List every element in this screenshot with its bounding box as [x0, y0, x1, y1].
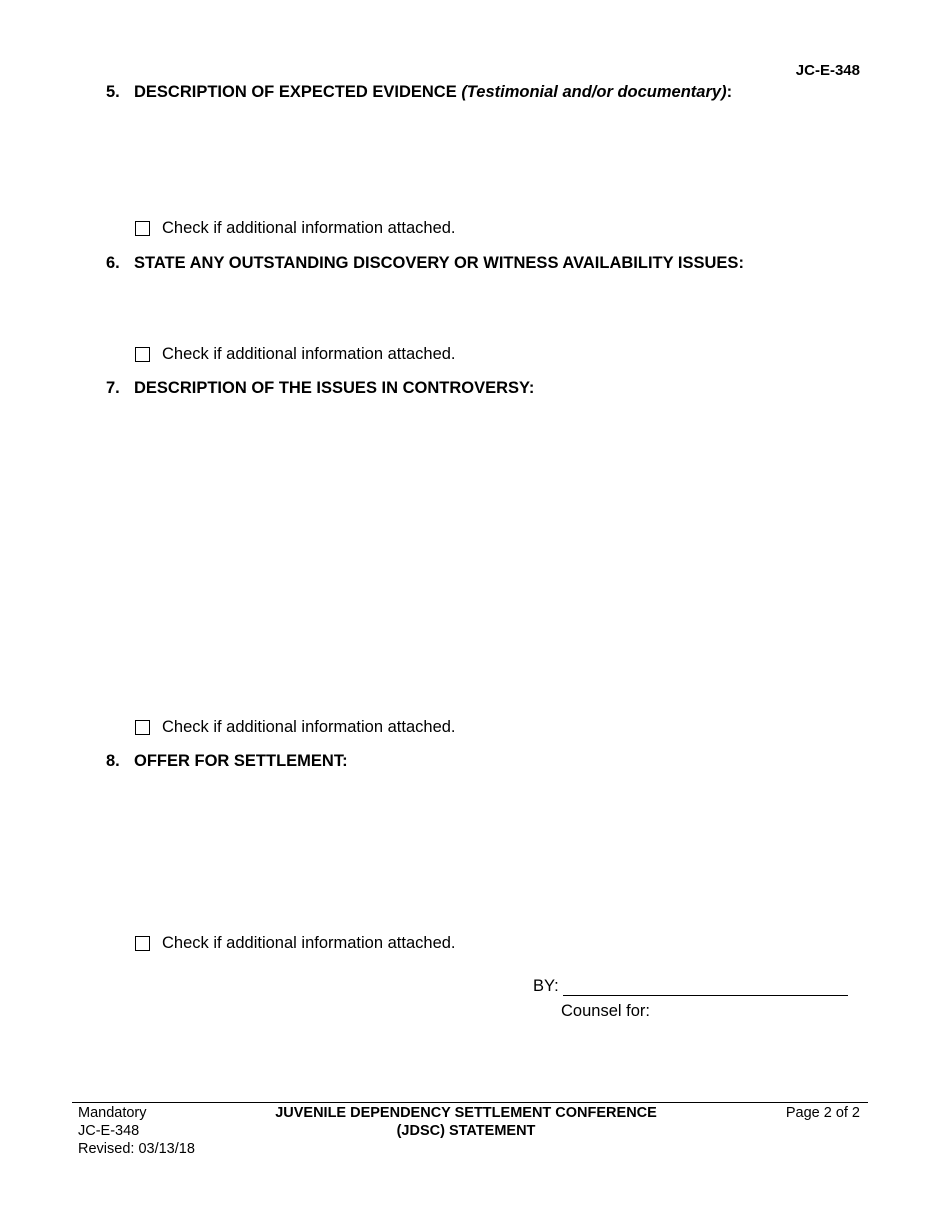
- footer-mandatory: Mandatory: [78, 1105, 147, 1121]
- footer-page-number: Page 2 of 2: [785, 1105, 860, 1121]
- footer-form-id: JC-E-348: [78, 1123, 140, 1139]
- section-number: 5.: [106, 83, 120, 101]
- section-7-attachment-check[interactable]: [135, 718, 456, 737]
- checkbox[interactable]: [135, 347, 150, 362]
- section-title-suffix: :: [726, 83, 733, 101]
- section-number: 6.: [106, 254, 120, 272]
- footer-revised: Revised: 03/13/18: [78, 1141, 195, 1157]
- section-number: 7.: [106, 379, 120, 397]
- counsel-for-label: Counsel for:: [561, 1002, 650, 1020]
- footer-title-line-1: JUVENILE DEPENDENCY SETTLEMENT CONFERENCE: [275, 1105, 657, 1121]
- section-number: 8.: [106, 752, 120, 770]
- footer-form-title: [256, 1104, 676, 1140]
- section-8-attachment-check[interactable]: [135, 934, 456, 953]
- form-id: JC-E-348: [795, 62, 860, 79]
- section-title-text: OFFER FOR SETTLEMENT:: [134, 752, 348, 770]
- section-title-text: DESCRIPTION OF THE ISSUES IN CONTROVERSY:: [134, 379, 535, 397]
- checkbox[interactable]: [135, 936, 150, 951]
- checkbox-label: Check if additional information attached.: [162, 345, 456, 363]
- signature-by-line: [533, 977, 848, 996]
- checkbox[interactable]: [135, 221, 150, 236]
- checkbox[interactable]: [135, 720, 150, 735]
- section-6-attachment-check[interactable]: [135, 345, 456, 364]
- checkbox-label: Check if additional information attached.: [162, 219, 456, 237]
- footer-left: [78, 1104, 195, 1158]
- footer-divider: [72, 1102, 868, 1103]
- section-title-italic: (Testimonial and/or documentary): [461, 83, 727, 101]
- section-title-text: STATE ANY OUTSTANDING DISCOVERY OR WITNESS AVAILABILITY ISSUES:: [134, 254, 744, 272]
- checkbox-label: Check if additional information attached.: [162, 934, 456, 952]
- section-5-title: [106, 83, 732, 102]
- section-title-text: DESCRIPTION OF EXPECTED EVIDENCE: [134, 83, 462, 101]
- signature-field[interactable]: [563, 978, 848, 996]
- section-7-title: [106, 379, 534, 398]
- section-5-attachment-check[interactable]: [135, 219, 456, 238]
- footer-title-line-2: (JDSC) STATEMENT: [396, 1123, 536, 1139]
- checkbox-label: Check if additional information attached.: [162, 718, 456, 736]
- section-6-title: [106, 254, 744, 273]
- by-label: BY:: [533, 977, 559, 995]
- section-8-title: [106, 752, 348, 771]
